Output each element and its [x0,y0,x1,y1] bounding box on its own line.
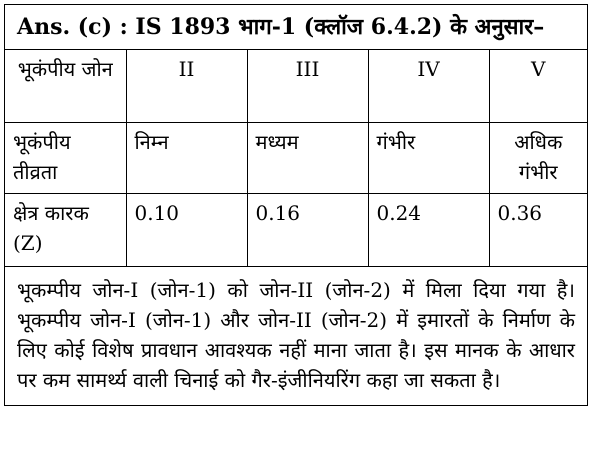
table-row-intensity [5,123,587,194]
table-row-zone [5,50,587,123]
table-cell: भूकंपीय तीव्रता [5,123,126,194]
table-cell: 0.16 [247,194,368,267]
seismic-zone-table [5,50,587,267]
answer-box [4,4,588,406]
table-cell: क्षेत्र कारक (Z) [5,194,126,267]
table-cell: अधिक गंभीर [489,123,587,194]
table-cell: गंभीर [368,123,489,194]
table-cell: 0.10 [126,194,247,267]
table-cell: मध्यम [247,123,368,194]
table-cell: निम्न [126,123,247,194]
answer-heading: Ans. (c) : IS 1893 भाग-1 (क्लॉज 6.4.2) के अनुसार– [5,5,587,50]
table-cell: II [126,50,247,123]
explanation-note: भूकम्पीय जोन-I (जोन-1) को जोन-II (जोन-2) में मिला दिया गया है। भूकम्पीय जोन-I (जोन-1) और जोन-II (जोन-2) में इमारतों के निर्माण के लिए कोई विशेष प्रावधान आवश्यक नहीं माना जाता है। इस मानक के आधार पर कम सामर्थ्य वाली चिनाई को गैर-इंजीनियरिंग कहा जा सकता है। [17,278,575,392]
table-cell: 0.24 [368,194,489,267]
table-cell: III [247,50,368,123]
table-cell: IV [368,50,489,123]
table-row-zone-factor [5,194,587,267]
table-cell: भूकंपीय जोन [5,50,126,123]
table-cell: V [489,50,587,123]
table-cell: 0.36 [489,194,587,267]
